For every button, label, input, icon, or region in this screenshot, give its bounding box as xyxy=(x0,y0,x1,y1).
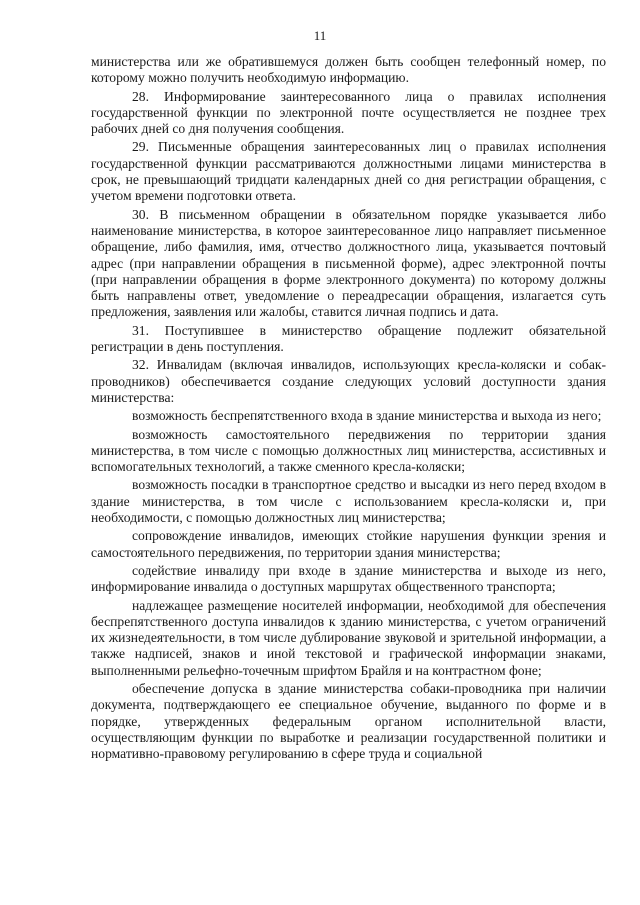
page-number: 11 xyxy=(313,28,327,43)
list-item-transport: возможность посадки в транспортное средство и высадки из него перед входом в здание министерства, в том числе с использованием кресла-коляски и, при необходимости, с помощью должностных лиц министерства; xyxy=(91,477,606,526)
document-body xyxy=(91,54,606,762)
paragraph-28: 28. Информирование заинтересованного лица о правилах исполнения государственной функции по электронной почте осуществляется не позднее трех рабочих дней со дня получения сообщения. xyxy=(91,88,606,137)
list-item-movement: возможность самостоятельного передвижения по территории здания министерства, в том числе с помощью должностных лиц министерства, ассистивных и вспомогательных технологий, а также сменного кресла-коляски; xyxy=(91,426,606,475)
list-item-assistance: содействие инвалиду при входе в здание министерства и выходе из него, информирование инвалида о доступных маршрутах общественного транспорта; xyxy=(91,562,606,595)
paragraph-32: 32. Инвалидам (включая инвалидов, использующих кресла-коляски и собак-проводников) обеспечивается создание следующих условий доступности здания министерства: xyxy=(91,357,606,405)
list-item-information-placement: надлежащее размещение носителей информации, необходимой для обеспечения беспрепятственного доступа инвалидов к зданию министерства, с учетом ограничений их жизнедеятельности, в том числе дублирование звуковой и зрительной информации, а также надписей, знаков и иной текстовой и графической информации знаками, выполненными рельефно-точечным шрифтом Брайля и на контрастном фоне; xyxy=(91,597,606,678)
paragraph-31: 31. Поступившее в министерство обращение подлежит обязательной регистрации в день поступления. xyxy=(91,322,606,355)
paragraph-continuation: министерства или же обратившемуся должен быть сообщен телефонный номер, по которому можно получить необходимую информацию. xyxy=(91,54,606,86)
list-item-guide-dog: обеспечение допуска в здание министерства собаки-проводника при наличии документа, подтверждающего ее специальное обучение, выданного по форме и в порядке, утвержденных федеральным органом исполнительной власти, осуществляющим функции по выработке и реализации государственной политики и нормативно-правовому регулированию в сфере труда и социальной xyxy=(91,680,606,762)
paragraph-30: 30. В письменном обращении в обязательном порядке указывается либо наименование министерства, в которое заинтересованное лицо направляет письменное обращение, либо фамилия, имя, отчество должностного лица, указывается почтовый адрес (при направлении обращения в письменной форме), адрес электронной почты (при направлении обращения в форме электронного документа) по которому должны быть направлены ответ, уведомление о переадресации обращения, излагается суть предложения, заявления или жалобы, ставится личная подпись и дата. xyxy=(91,206,606,320)
paragraph-29: 29. Письменные обращения заинтересованных лиц о правилах исполнения государственной функции рассматриваются должностными лицами министерства в срок, не превышающий тридцати календарных дней со дня регистрации обращения, с учетом времени подготовки ответа. xyxy=(91,139,606,204)
list-item-escort: сопровождение инвалидов, имеющих стойкие нарушения функции зрения и самостоятельного передвижения, по территории здания министерства; xyxy=(91,528,606,560)
list-item-entrance-exit: возможность беспрепятственного входа в здание министерства и выхода из него; xyxy=(132,408,602,424)
